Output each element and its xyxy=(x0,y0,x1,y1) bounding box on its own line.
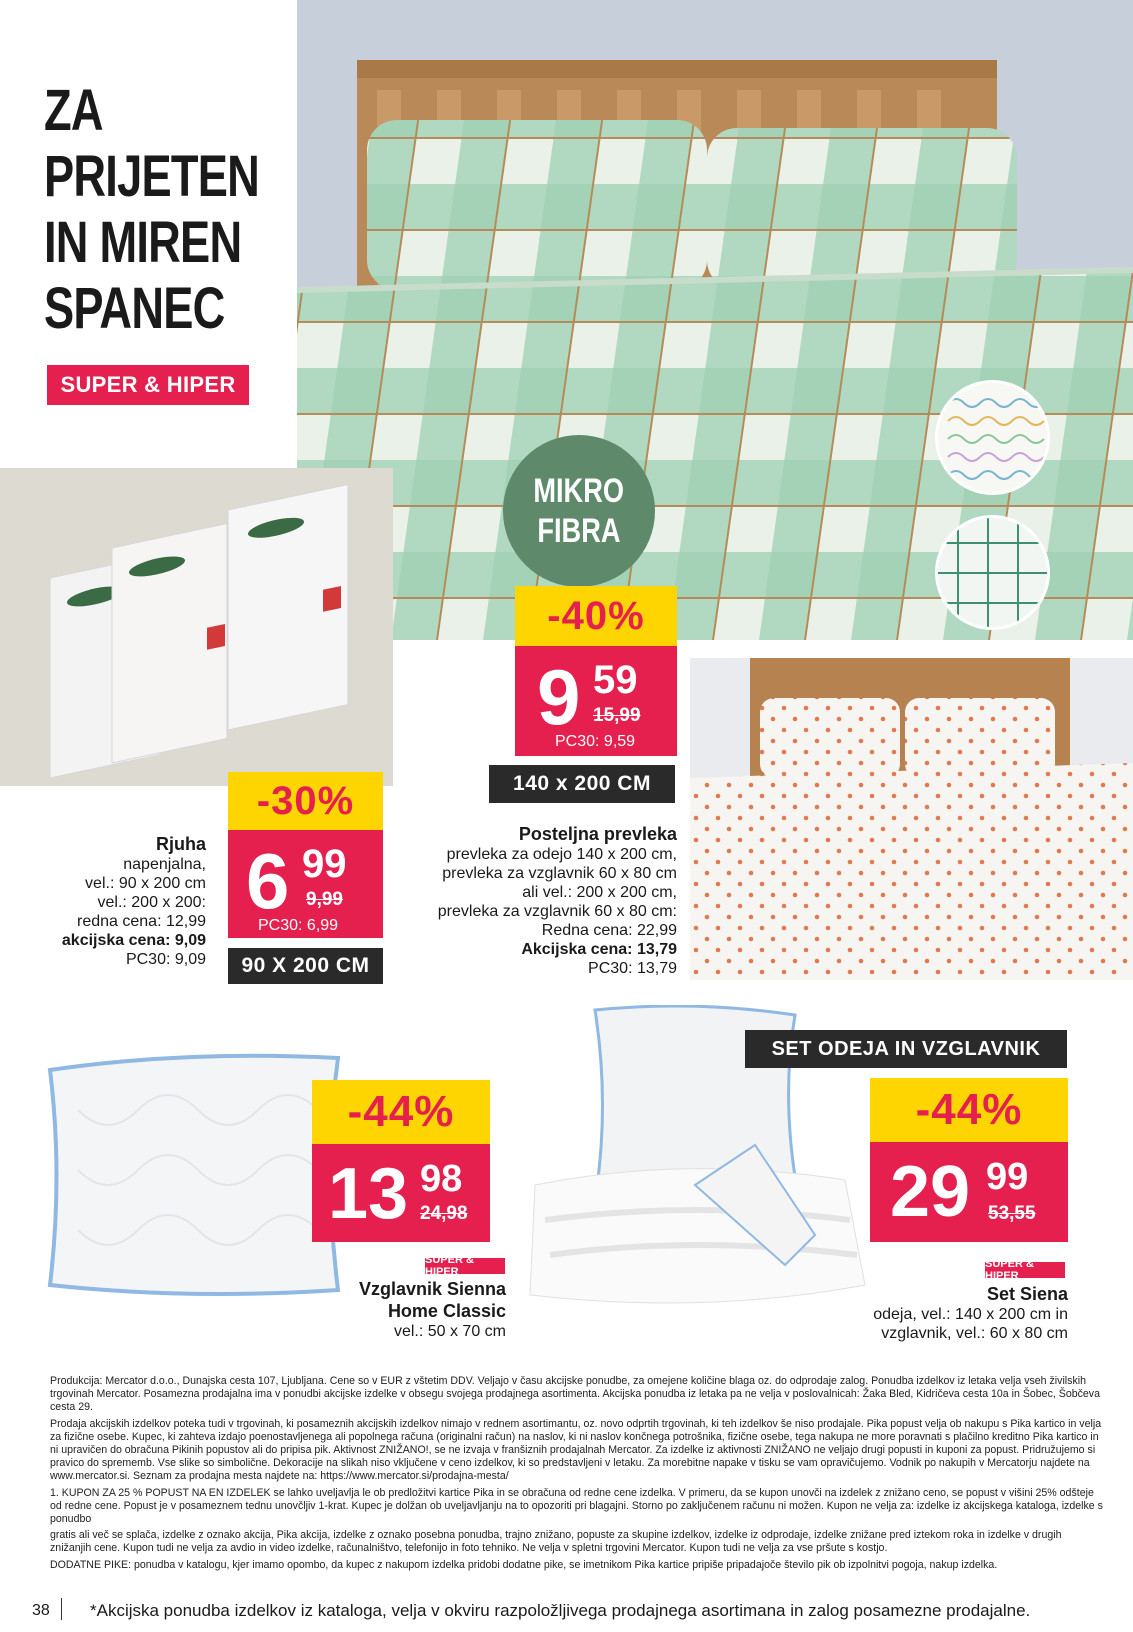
product-name: Posteljna prevleka xyxy=(518,824,677,844)
size-tag: 90 X 200 CM xyxy=(228,948,383,984)
dotted-bed-photo xyxy=(690,658,1133,980)
product-info-vzglavnik xyxy=(300,1278,506,1341)
price-cents: 99 xyxy=(986,1156,1029,1198)
product-detail: prevleka za odejo 140 x 200 cm, xyxy=(446,846,677,863)
product-detail: odeja, vel.: 140 x 200 cm in xyxy=(873,1306,1068,1323)
badge-line: MIKRO xyxy=(533,472,625,510)
product-detail: vzglavnik, vel.: 60 x 80 cm xyxy=(881,1325,1068,1342)
promo-price-text: Akcijska cena: 13,79 xyxy=(521,941,677,958)
mikro-fibra-badge xyxy=(503,435,655,587)
legal-paragraph: 1. KUPON ZA 25 % POPUST NA EN IZDELEK se lahko uveljavlja le ob predložitvi kartice Pika in se obračuna od redne cene izdelka. V primeru, da se kupon unovči na izdelek z znižano ceno, se popust v višini 25% odšteje od redne cene. Popust je v posameznem tednu unovčljiv 1-krat. Kupec je dolžan ob uveljavljanju na to opozoriti pri blagajni. Storno po zaključenem računu ni možen. Kupon ne velja za: izdelke iz akcijskega kataloga, izdelke s ponudbo xyxy=(50,1486,1103,1526)
pc30-price: PC30: 6,99 xyxy=(258,917,339,934)
headline-line: ZA xyxy=(44,78,103,143)
product-detail: vel.: 90 x 200 cm xyxy=(85,875,206,892)
footnote: *Akcijska ponudba izdelkov iz kataloga, velja v okviru razpoložljivega prodajnega asortimana in zalog posamezne prodajalne. xyxy=(90,1601,1031,1620)
price-old: 9,99 xyxy=(306,889,343,910)
pillow-illustration xyxy=(38,1050,348,1300)
price-box xyxy=(228,830,383,938)
price-cents: 59 xyxy=(593,658,638,702)
product-detail: redna cena: 12,99 xyxy=(77,913,206,930)
pillow-photo xyxy=(38,1050,348,1300)
product-name: Set Siena xyxy=(986,1284,1068,1304)
discount-badge: -44% xyxy=(870,1078,1068,1142)
product-name: Home Classic xyxy=(387,1301,506,1321)
price-cents: 99 xyxy=(302,842,347,886)
headline-line: IN MIREN xyxy=(44,210,242,275)
product-name: Rjuha xyxy=(155,834,206,854)
product-info-posteljnina xyxy=(405,823,677,978)
legal-text xyxy=(50,1375,1103,1575)
product-name: Vzglavnik Sienna xyxy=(358,1279,506,1299)
super-hiper-badge: SUPER & HIPER xyxy=(425,1258,505,1274)
product-detail: vel.: 50 x 70 cm xyxy=(393,1323,506,1340)
product-detail: PC30: 9,09 xyxy=(125,951,206,968)
headline xyxy=(44,78,259,342)
divider xyxy=(61,1598,62,1620)
legal-paragraph: Prodaja akcijskih izdelkov poteka tudi v trgovinah, ki posameznih akcijskih izdelkov nimajo v rednem asortimantu, oz. novo odprtih trgovinah, ki teh izdelkov še niso prodajale. Pika popust velja ob nakupu s Pika kartico in velja za fizične osebe. Kupec, ki zahteva izdajo poenostavljenega ali popolnega računa (originalni račun) na naslov, ki ni naslov končnega potrošnika, fizične osebe, tega nakupa ne more poravnati s plačilno kreditno Pika kartico in ni upravičen do obračuna Pikinih popustov ali do pripisa pik. Aktivnost ZNIŽANO!, se ne izvaja v franšiznih prodajalnah Mercator. Za izdelke iz aktivnosti ZNIŽANO ne veljajo drugi popusti in kuponi za popust. Pridružujemo si pravico do sprememb. Vse slike so simbolične. Dekoracije na slikah niso vključene v ceno izdelkov, ki so predstavljeni v letaku. Za morebitne napake v tisku se vam opravičujemo. Vodnik po nakupih v Mercatorju najdete na www.mercator.si. Seznam za prodajna mesta najdete na: https://www.mercator.si/prodajna-mesta/ xyxy=(50,1417,1102,1483)
pc30-price: PC30: 9,59 xyxy=(555,733,636,750)
product-detail: prevleka za vzglavnik 60 x 80 cm: xyxy=(437,903,677,920)
headline-line: PRIJETEN xyxy=(44,144,259,209)
price-box xyxy=(870,1142,1068,1242)
fitted-sheet-photo xyxy=(0,468,393,786)
page-number: 38 xyxy=(32,1602,50,1619)
discount-badge: -40% xyxy=(515,586,677,646)
dotted-bed-illustration xyxy=(690,658,1133,980)
price-main: 6 xyxy=(246,837,290,925)
super-hiper-badge: SUPER & HIPER xyxy=(985,1262,1065,1278)
product-info-set xyxy=(820,1283,1068,1343)
price-main: 29 xyxy=(890,1152,971,1232)
price-cents: 98 xyxy=(420,1158,463,1200)
product-detail: vel.: 200 x 200: xyxy=(97,894,206,911)
price-old: 15,99 xyxy=(593,705,641,726)
discount-badge: -44% xyxy=(312,1080,490,1144)
price-old: 24,98 xyxy=(420,1203,468,1224)
discount-badge: -30% xyxy=(228,772,383,830)
size-tag: 140 x 200 CM xyxy=(489,765,675,803)
sheet-packs-illustration xyxy=(0,468,393,786)
promo-price-text: akcijska cena: 9,09 xyxy=(61,932,206,949)
legal-paragraph: Produkcija: Mercator d.o.o., Dunajska cesta 107, Ljubljana. Cene so v EUR z vštetim DDV. Veljajo v času akcijske ponudbe, za omejene količine blaga oz. do odprodaje zalog. Ponudba izdelkov iz letaka velja vseh živilskih trgovinah Mercator. Posamezna prodajalna ima v ponudbi akcijske izdelke v obsegu svojega prodajnega asortimenta. Akcijska ponudba iz letaka pa ne velja v poslovalnicah: Žaka Bled, Kidričeva cesta 10a in Šobec, Šobčeva cesta 29. xyxy=(50,1375,1100,1414)
set-tag: SET ODEJA IN VZGLAVNIK xyxy=(745,1030,1067,1068)
product-detail: Redna cena: 22,99 xyxy=(541,922,677,939)
legal-paragraph: DODATNE PIKE: ponudba v katalogu, kjer imamo opombo, da kupec z nakupom izdelka pridobi dodatne pike, se imetnikom Pika kartice pripiše pripadajoče število pik ob izpolnitvi pogoja, nakup izdelka. xyxy=(50,1558,998,1571)
product-detail: prevleka za vzglavnik 60 x 80 cm xyxy=(442,865,677,882)
price-old: 53,55 xyxy=(988,1203,1036,1224)
pattern-swatch-grid xyxy=(935,515,1050,630)
product-info-rjuha xyxy=(20,833,206,969)
badge-line: FIBRA xyxy=(537,512,621,550)
price-box xyxy=(312,1144,490,1242)
pattern-swatch-wavy xyxy=(935,380,1050,495)
headline-line: SPANEC xyxy=(44,276,225,341)
store-badge: SUPER & HIPER xyxy=(47,365,249,405)
product-detail: ali vel.: 200 x 200 cm, xyxy=(522,884,677,901)
price-main: 13 xyxy=(328,1154,409,1234)
legal-paragraph: gratis ali več se splača, izdelke z oznako akcija, Pika akcija, izdelke z oznako posebna ponudba, trajno znižano, popuste za skupine izdelkov, izdelke iz odprodaje, izdelke znižane pred iztekom roka in izdelke v drugih znižanjih cene. Kupon tudi ne velja za avdio in video izdelke, računalništvo, telefonijo in foto tehniko. Ne velja v spletni trgovini Mercator. Kupon tudi ne velja za vse pršute s kostjo. xyxy=(50,1529,1062,1555)
product-detail: napenjalna, xyxy=(123,856,206,873)
price-main: 9 xyxy=(537,653,581,741)
price-box xyxy=(515,646,677,756)
product-detail: PC30: 13,79 xyxy=(588,960,677,977)
